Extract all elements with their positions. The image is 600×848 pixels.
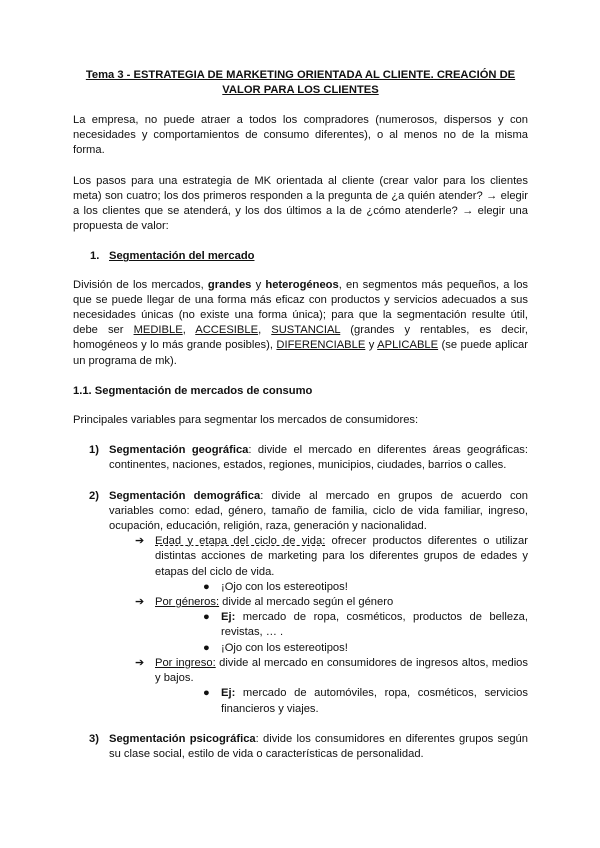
segmentation-paragraph [73, 278, 528, 369]
variables-intro: Principales variables para segmentar los mercados de consumidores: [73, 414, 419, 427]
text-run: (se puede aplicar un programa de mk). [73, 339, 528, 367]
segmentation-list [73, 443, 528, 762]
item-text: : divide el mercado en diferentes áreas geográficas: continentes, naciones, estados, regiones, municipios, ciudades, barrios o calles. [109, 444, 528, 472]
text-run: División de los mercados, [73, 278, 208, 291]
bullet-item [73, 686, 528, 716]
list-number: 3) [89, 732, 99, 745]
bullet-text: ¡Ojo con los estereotipos! [221, 580, 348, 593]
bullet-icon: ● [203, 611, 210, 624]
bullet-list [73, 686, 528, 716]
underline-accesible: ACCESIBLE [195, 324, 259, 337]
bullet-item [73, 610, 528, 640]
bullet-text: ¡Ojo con los estereotipos! [221, 641, 348, 654]
item-heading: Segmentación geográfica [109, 444, 249, 457]
text-run: , [182, 324, 196, 337]
list-number: 2) [89, 489, 99, 502]
bullet-item [73, 641, 528, 656]
intro-paragraph: La empresa, no puede atraer a todos los compradores (numerosos, dispersos y con necesidades y comportamientos de consumo diferentes), o al menos no de la misma forma. [73, 114, 528, 157]
bullet-text: mercado de ropa, cosméticos, productos de belleza, revistas, … . [221, 611, 528, 639]
bullet-icon: ● [203, 641, 210, 654]
sub-item-generos [73, 595, 528, 656]
text-run: (grandes y rentables, es decir, homogéneos y lo más grande posibles), [73, 324, 528, 352]
sub-item-ingreso [73, 656, 528, 717]
text-run: y [365, 339, 378, 352]
bold-grandes: grandes [207, 278, 252, 291]
item-heading: Segmentación psicográfica [109, 732, 256, 745]
sub-item-heading: Por géneros: [155, 596, 220, 609]
bold-heterogeneos: heterogéneos [265, 278, 339, 291]
list-item-demografica [73, 489, 528, 717]
list-number: 1) [89, 444, 99, 457]
underline-aplicable: APLICABLE [377, 339, 439, 352]
underline-diferenciable: DIFERENCIABLE [276, 339, 366, 352]
underline-medible: MEDIBLE [133, 324, 183, 337]
section-number: 1. [90, 250, 100, 263]
sub-item-text: ofrecer productos diferentes o utilizar distintas acciones de marketing para los diferentes grupos de edades y etapas del ciclo de vida. [155, 535, 528, 578]
subsection-heading: 1.1. Segmentación de mercados de consumo [73, 384, 313, 397]
list-item-geografica [73, 443, 528, 473]
bullet-icon: ● [203, 580, 210, 593]
sub-item-heading: Por ingreso: [155, 656, 216, 669]
list-item-psicografica [73, 732, 528, 762]
item-text: : divide al mercado en grupos de acuerdo con variables como: edad, género, tamaño de familia, ciclo de vida familiar, ingreso, ocupación, educación, religión, raza, generación y nacionalidad. [109, 489, 528, 533]
bullet-text: mercado de automóviles, ropa, cosméticos, servicios financieros y viajes. [221, 687, 528, 715]
arrow-icon: ➔ [135, 535, 145, 548]
demografica-sublist [73, 534, 528, 716]
bullet-item [73, 580, 528, 595]
arrow-icon: ➔ [135, 596, 145, 609]
text-run: y [251, 278, 266, 291]
sub-item-edad [73, 534, 528, 595]
page-title: Tema 3 - ESTRATEGIA DE MARKETING ORIENTADA AL CLIENTE. CREACIÓN DE VALOR PARA LOS CLIENTES [85, 69, 516, 96]
text-run: , en segmentos más pequeños, a los que se puede llegar de una forma más eficaz con productos y servicios adecuados a sus necesidades únicas (no existe una forma única); para que la segmentación resulte útil, debe ser [73, 278, 529, 337]
item-text: : divide los consumidores en diferentes grupos según su clase social, estilo de vida o características de personalidad. [109, 732, 528, 760]
text-run: , [258, 324, 272, 337]
bullet-icon: ● [203, 687, 210, 700]
arrow-icon: ➔ [135, 656, 145, 669]
steps-paragraph: Los pasos para una estrategia de MK orientada al cliente (crear valor para los clientes meta) son cuatro; los dos primeros responden a la pregunta de ¿a quién atender? → elegir a los clientes que se atenderá, y los dos últimos a la de ¿cómo atenderle? → elegir una propuesta de valor: [73, 174, 528, 233]
section-heading-segmentacion [90, 249, 528, 264]
bullet-list [73, 610, 528, 656]
sub-item-heading: Edad y etapa del ciclo de vida: [155, 535, 326, 548]
item-heading: Segmentación demográfica [109, 489, 261, 502]
underline-sustancial: SUSTANCIAL [271, 324, 341, 337]
sub-item-text: divide al mercado según el género [219, 596, 394, 609]
section-label: Segmentación del mercado [109, 250, 255, 263]
bullet-list [73, 580, 528, 595]
bullet-bold: Ej: [221, 611, 236, 624]
sub-item-text: divide al mercado en consumidores de ingresos altos, medios y bajos. [155, 656, 528, 685]
bullet-bold: Ej: [221, 687, 236, 700]
